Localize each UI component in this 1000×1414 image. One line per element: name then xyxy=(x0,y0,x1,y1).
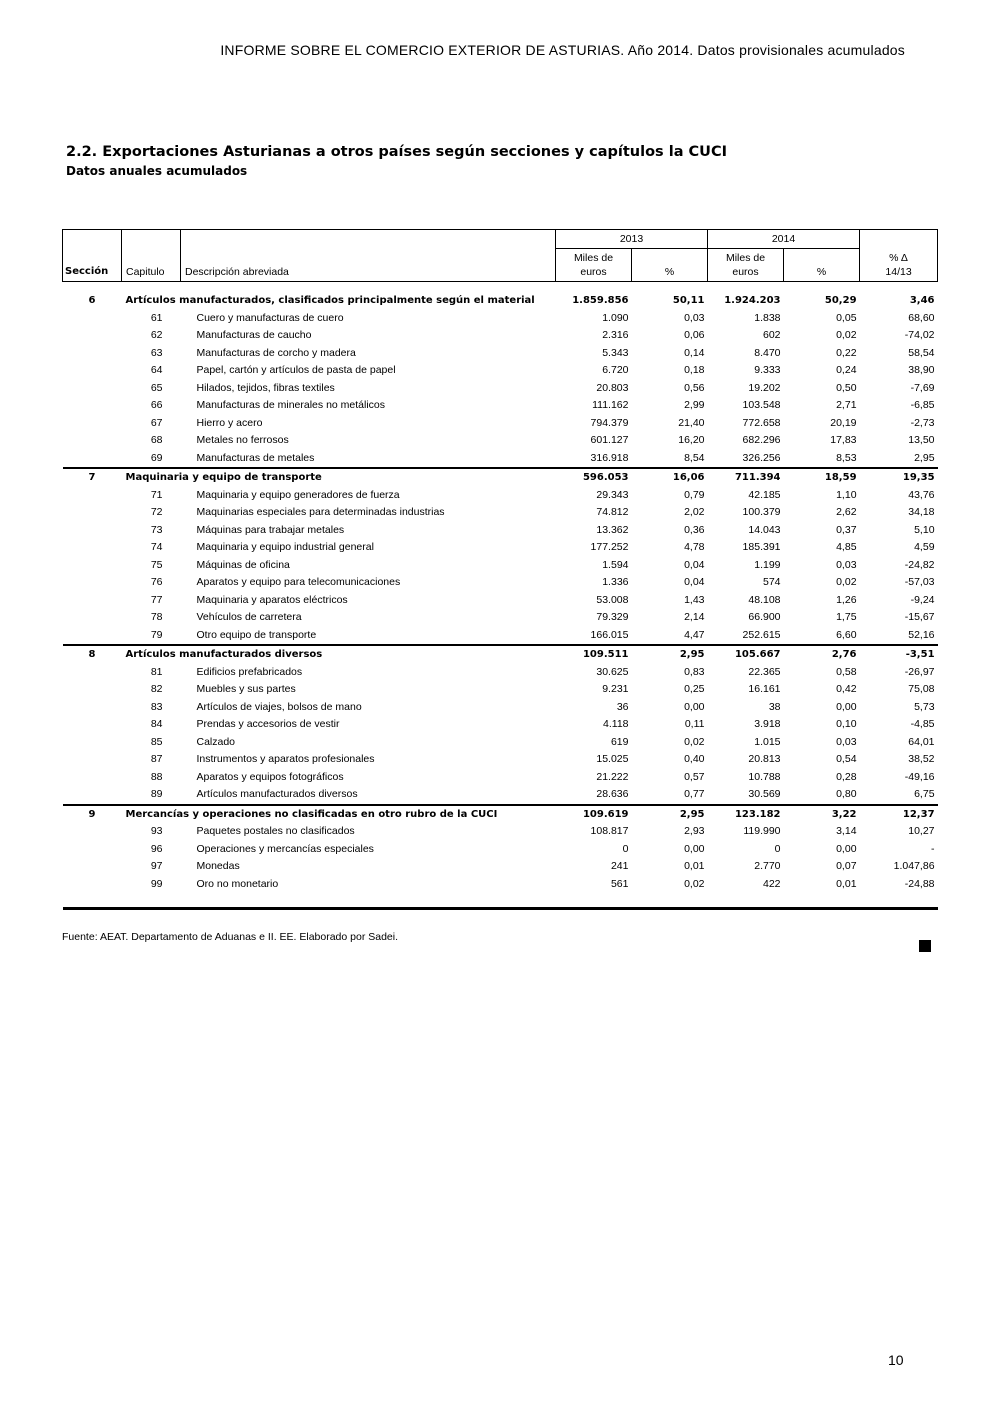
section-name: Artículos manufacturados diversos xyxy=(122,645,556,664)
end-square-icon xyxy=(919,940,931,952)
chapter-var: 43,76 xyxy=(908,488,935,501)
page-subtitle: Datos anuales acumulados xyxy=(66,164,248,178)
chapter-code: 72 xyxy=(150,506,163,518)
chapter-p2013: 0,11 xyxy=(684,718,705,730)
chapter-row-64 xyxy=(63,362,938,380)
chapter-v2014: 48.108 xyxy=(748,593,781,606)
chapter-description: Aparatos y equipos fotográficos xyxy=(196,770,344,783)
chapter-code: 74 xyxy=(150,541,163,553)
chapter-description: Maquinaria y aparatos eléctricos xyxy=(196,593,348,606)
chapter-description: Muebles y sus partes xyxy=(196,683,296,695)
chapter-p2013: 0,18 xyxy=(684,364,705,376)
chapter-description: Manufacturas de metales xyxy=(196,451,315,464)
chapter-code: 99 xyxy=(150,877,163,890)
chapter-description: Metales no ferrosos xyxy=(196,434,289,446)
chapter-v2013: 2.316 xyxy=(602,329,629,341)
chapter-p2013: 4,47 xyxy=(684,628,705,641)
chapter-v2014: 30.569 xyxy=(748,788,781,800)
chapter-p2013: 0,56 xyxy=(684,381,705,394)
chapter-row-96 xyxy=(63,841,938,859)
chapter-v2013: 601.127 xyxy=(590,434,629,446)
chapter-p2014: 2,71 xyxy=(836,399,857,411)
chapter-v2013: 1.594 xyxy=(602,558,629,571)
chapter-p2013: 2,14 xyxy=(684,611,705,623)
chapter-code: 79 xyxy=(150,628,163,641)
chapter-v2014: 574 xyxy=(762,576,781,588)
chapter-code: 62 xyxy=(150,329,163,341)
chapter-v2014: 422 xyxy=(762,877,781,890)
chapter-v2013: 21.222 xyxy=(596,770,629,783)
chapter-var: 75,08 xyxy=(908,683,935,695)
chapter-var: 13,50 xyxy=(908,434,935,446)
chapter-description: Hilados, tejidos, fibras textiles xyxy=(196,381,335,394)
chapter-p2014: 0,58 xyxy=(836,665,857,678)
section-code: 9 xyxy=(63,805,122,824)
chapter-p2014: 4,85 xyxy=(836,541,857,553)
chapter-v2013: 15.025 xyxy=(596,753,629,765)
chapter-row-68 xyxy=(63,432,938,450)
chapter-v2014: 682.296 xyxy=(742,434,781,446)
chapter-p2013: 0,77 xyxy=(684,788,705,800)
section-code: 8 xyxy=(63,645,122,664)
chapter-description: Manufacturas de minerales no metálicos xyxy=(196,399,386,411)
chapter-row-83 xyxy=(63,699,938,717)
chapter-code: 68 xyxy=(150,434,163,446)
chapter-row-78 xyxy=(63,609,938,627)
chapter-code: 84 xyxy=(150,718,163,730)
chapter-v2013: 74.812 xyxy=(596,506,629,518)
chapter-v2014: 9.333 xyxy=(754,364,781,376)
chapter-row-87 xyxy=(63,751,938,769)
section-row-9 xyxy=(63,805,938,824)
chapter-description: Hierro y acero xyxy=(196,416,263,429)
header-pct-2014: % xyxy=(784,249,860,282)
header-pct-2013: % xyxy=(632,249,708,282)
header-capitulo: Capitulo xyxy=(122,249,181,282)
chapter-p2013: 0,57 xyxy=(684,770,705,783)
chapter-p2014: 8,53 xyxy=(836,451,857,464)
chapter-description: Calzado xyxy=(196,735,236,748)
chapter-v2014: 1.015 xyxy=(754,735,781,748)
chapter-v2013: 29.343 xyxy=(596,488,629,501)
chapter-code: 97 xyxy=(150,860,163,872)
chapter-p2013: 0,83 xyxy=(684,665,705,678)
section-name: Maquinaria y equipo de transporte xyxy=(122,468,556,487)
chapter-v2014: 185.391 xyxy=(742,541,781,553)
chapter-v2013: 166.015 xyxy=(590,628,629,641)
chapter-v2014: 16.161 xyxy=(748,683,781,695)
chapter-code: 87 xyxy=(150,753,163,765)
chapter-p2013: 1,43 xyxy=(684,593,705,606)
chapter-v2014: 1.199 xyxy=(754,558,781,571)
chapter-var: -24,82 xyxy=(904,558,935,571)
section-name: Mercancías y operaciones no clasificadas en otro rubro de la CUCI xyxy=(122,805,556,824)
chapter-v2013: 177.252 xyxy=(590,541,629,553)
section-v2014: 123.182 xyxy=(708,805,784,824)
chapter-code: 66 xyxy=(150,399,163,411)
chapter-p2014: 0,03 xyxy=(836,558,857,571)
section-p2014: 3,22 xyxy=(784,805,860,824)
chapter-p2014: 0,00 xyxy=(836,842,857,855)
chapter-v2013: 0 xyxy=(622,842,629,855)
chapter-description: Vehículos de carretera xyxy=(196,611,302,623)
chapter-v2013: 111.162 xyxy=(592,399,629,411)
chapter-row-76 xyxy=(63,574,938,592)
chapter-v2014: 19.202 xyxy=(748,381,781,394)
chapter-p2014: 6,60 xyxy=(836,628,857,641)
chapter-p2013: 0,01 xyxy=(684,860,705,872)
chapter-var: 58,54 xyxy=(908,346,935,359)
chapter-code: 64 xyxy=(150,364,163,376)
chapter-row-82 xyxy=(63,681,938,699)
chapter-code: 76 xyxy=(150,576,163,588)
chapter-description: Maquinaria y equipo industrial general xyxy=(196,541,374,553)
chapter-v2014: 1.838 xyxy=(754,311,781,324)
chapter-p2014: 0,02 xyxy=(836,576,857,588)
chapter-v2013: 241 xyxy=(610,860,629,872)
chapter-var: -49,16 xyxy=(904,770,935,783)
chapter-p2014: 0,00 xyxy=(836,700,857,713)
chapter-p2014: 0,01 xyxy=(836,877,857,890)
chapter-p2014: 0,10 xyxy=(836,718,857,730)
chapter-v2014: 100.379 xyxy=(742,506,781,518)
chapter-code: 83 xyxy=(150,700,163,713)
chapter-p2014: 3,14 xyxy=(836,825,857,837)
exports-table xyxy=(62,229,938,910)
spacer-row xyxy=(63,282,938,293)
chapter-var: - xyxy=(931,842,935,855)
chapter-var: -24,88 xyxy=(904,877,935,890)
chapter-v2014: 42.185 xyxy=(748,488,781,501)
chapter-v2014: 3.918 xyxy=(754,718,781,730)
chapter-v2014: 38 xyxy=(768,700,781,713)
header-miles-2013: Miles de euros xyxy=(556,249,632,282)
chapter-var: 2,95 xyxy=(914,451,935,464)
chapter-var: -57,03 xyxy=(904,576,935,588)
chapter-description: Monedas xyxy=(196,860,240,872)
chapter-code: 69 xyxy=(150,451,163,464)
chapter-p2013: 0,36 xyxy=(684,523,705,536)
chapter-v2014: 20.813 xyxy=(748,753,781,765)
chapter-description: Artículos de viajes, bolsos de mano xyxy=(196,700,362,713)
chapter-p2014: 0,37 xyxy=(836,523,857,536)
chapter-description: Manufacturas de caucho xyxy=(196,329,312,341)
section-var: -3,51 xyxy=(860,645,938,664)
chapter-p2014: 2,62 xyxy=(836,506,857,518)
chapter-p2013: 0,06 xyxy=(684,329,705,341)
chapter-p2014: 0,02 xyxy=(836,329,857,341)
chapter-var: -2,73 xyxy=(910,416,935,429)
chapter-p2014: 0,05 xyxy=(836,311,857,324)
chapter-row-97 xyxy=(63,858,938,876)
chapter-description: Paquetes postales no clasificados xyxy=(196,825,355,837)
chapter-var: -26,97 xyxy=(904,665,935,678)
source-note: Fuente: AEAT. Departamento de Aduanas e II. EE. Elaborado por Sadei. xyxy=(62,931,399,943)
chapter-p2014: 0,03 xyxy=(836,735,857,748)
section-row-8 xyxy=(63,645,938,664)
chapter-row-61 xyxy=(63,310,938,328)
chapter-p2014: 1,10 xyxy=(836,488,857,501)
section-p2014: 18,59 xyxy=(784,468,860,487)
chapter-p2013: 0,25 xyxy=(684,683,705,695)
chapter-v2013: 794.379 xyxy=(590,416,629,429)
chapter-p2013: 0,04 xyxy=(684,576,705,588)
header-descripcion: Descripción abreviada xyxy=(181,249,556,282)
chapter-p2014: 0,28 xyxy=(836,770,857,783)
chapter-p2013: 4,78 xyxy=(684,541,705,553)
chapter-row-62 xyxy=(63,327,938,345)
section-v2013: 109.511 xyxy=(556,645,632,664)
chapter-code: 75 xyxy=(150,558,163,571)
section-code: 7 xyxy=(63,468,122,487)
chapter-p2013: 2,99 xyxy=(684,399,705,411)
chapter-description: Prendas y accesorios de vestir xyxy=(196,718,340,730)
chapter-var: -74,02 xyxy=(904,329,935,341)
chapter-p2014: 0,24 xyxy=(836,364,857,376)
table-body xyxy=(63,282,938,909)
chapter-v2014: 22.365 xyxy=(748,665,781,678)
chapter-code: 82 xyxy=(150,683,163,695)
chapter-p2013: 8,54 xyxy=(684,451,705,464)
chapter-description: Aparatos y equipo para telecomunicaciones xyxy=(196,576,401,588)
chapter-v2013: 13.362 xyxy=(596,523,629,536)
chapter-v2013: 1.090 xyxy=(602,311,629,324)
section-row-7 xyxy=(63,468,938,487)
chapter-var: -7,69 xyxy=(910,381,935,394)
chapter-p2013: 21,40 xyxy=(678,416,705,429)
chapter-p2014: 0,54 xyxy=(836,753,857,765)
chapter-v2014: 602 xyxy=(762,329,781,341)
chapter-code: 88 xyxy=(150,770,163,783)
chapter-p2014: 0,42 xyxy=(836,683,857,695)
section-v2013: 1.859.856 xyxy=(572,295,629,306)
chapter-p2013: 0,14 xyxy=(684,346,705,359)
chapter-v2013: 561 xyxy=(610,877,629,890)
chapter-v2014: 2.770 xyxy=(754,860,781,872)
section-v2014: 711.394 xyxy=(708,468,784,487)
chapter-v2013: 4.118 xyxy=(603,718,629,730)
section-name: Artículos manufacturados, clasificados principalmente según el material xyxy=(125,295,535,306)
section-p2014: 50,29 xyxy=(824,295,857,306)
chapter-row-93 xyxy=(63,823,938,841)
chapter-p2013: 0,40 xyxy=(684,753,705,765)
chapter-var: 10,27 xyxy=(908,825,935,837)
chapter-p2013: 0,00 xyxy=(684,842,705,855)
chapter-var: -9,24 xyxy=(910,593,935,606)
chapter-var: 6,75 xyxy=(914,788,935,800)
chapter-row-65 xyxy=(63,380,938,398)
chapter-description: Edificios prefabricados xyxy=(196,665,303,678)
header-variation: % Δ 14/13 xyxy=(860,249,938,282)
section-code: 6 xyxy=(88,295,96,306)
chapter-v2014: 66.900 xyxy=(748,611,781,623)
chapter-v2014: 772.658 xyxy=(742,416,781,429)
chapter-v2014: 0 xyxy=(774,842,781,855)
chapter-code: 65 xyxy=(150,381,163,394)
chapter-description: Oro no monetario xyxy=(196,877,279,890)
chapter-row-71 xyxy=(63,487,938,505)
chapter-row-79 xyxy=(63,627,938,646)
chapter-v2014: 103.548 xyxy=(742,399,781,411)
page-title: 2.2. Exportaciones Asturianas a otros países según secciones y capítulos la CUCI xyxy=(66,144,727,160)
chapter-p2014: 20,19 xyxy=(830,416,857,429)
chapter-p2013: 0,00 xyxy=(684,700,705,713)
chapter-v2013: 1.336 xyxy=(602,576,629,588)
chapter-p2014: 0,50 xyxy=(836,381,857,394)
chapter-code: 73 xyxy=(150,523,163,536)
chapter-description: Instrumentos y aparatos profesionales xyxy=(196,753,375,765)
chapter-row-72 xyxy=(63,504,938,522)
header-seccion xyxy=(63,249,122,282)
chapter-row-66 xyxy=(63,397,938,415)
chapter-row-63 xyxy=(63,345,938,363)
header-seccion-label: Sección xyxy=(65,266,109,277)
chapter-code: 96 xyxy=(150,842,163,855)
chapter-v2013: 5.343 xyxy=(602,346,629,359)
chapter-row-84 xyxy=(63,716,938,734)
chapter-v2013: 9.231 xyxy=(602,683,629,695)
chapter-var: 34,18 xyxy=(908,506,935,518)
chapter-row-67 xyxy=(63,415,938,433)
chapter-p2014: 0,22 xyxy=(836,346,857,359)
chapter-p2014: 1,75 xyxy=(836,611,857,623)
chapter-p2014: 0,07 xyxy=(836,860,857,872)
section-row-6 xyxy=(63,292,938,310)
chapter-var: -4,85 xyxy=(910,718,935,730)
chapter-code: 78 xyxy=(150,611,163,623)
chapter-var: -6,85 xyxy=(910,399,935,411)
chapter-p2013: 2,02 xyxy=(684,506,705,518)
chapter-var: 68,60 xyxy=(908,311,935,324)
chapter-code: 89 xyxy=(150,788,163,800)
chapter-v2014: 119.990 xyxy=(743,825,781,837)
chapter-row-77 xyxy=(63,592,938,610)
chapter-v2013: 28.636 xyxy=(596,788,629,800)
chapter-var: 4,59 xyxy=(914,541,935,553)
chapter-v2013: 20.803 xyxy=(596,381,629,394)
chapter-p2014: 17,83 xyxy=(830,434,857,446)
running-header: INFORME SOBRE EL COMERCIO EXTERIOR DE ASTURIAS. Año 2014. Datos provisionales acumulados xyxy=(220,42,905,58)
chapter-row-99 xyxy=(63,876,938,894)
chapter-row-81 xyxy=(63,664,938,682)
chapter-v2013: 30.625 xyxy=(596,665,629,678)
chapter-v2014: 326.256 xyxy=(742,451,781,464)
chapter-var: 38,90 xyxy=(908,364,935,376)
chapter-var: 38,52 xyxy=(908,753,935,765)
section-p2014: 2,76 xyxy=(784,645,860,664)
chapter-var: 5,73 xyxy=(914,700,935,713)
chapter-p2014: 0,80 xyxy=(836,788,857,800)
chapter-description: Cuero y manufacturas de cuero xyxy=(196,311,344,324)
chapter-var: 5,10 xyxy=(914,523,935,536)
chapter-v2014: 8.470 xyxy=(754,346,781,359)
chapter-code: 85 xyxy=(150,735,163,748)
chapter-code: 67 xyxy=(150,416,163,429)
chapter-code: 81 xyxy=(150,665,163,678)
header-year-2013: 2013 xyxy=(556,230,708,249)
chapter-description: Máquinas para trabajar metales xyxy=(196,523,345,536)
section-var: 12,37 xyxy=(860,805,938,824)
section-v2013: 596.053 xyxy=(556,468,632,487)
page-number: 10 xyxy=(888,1352,904,1368)
chapter-description: Operaciones y mercancías especiales xyxy=(196,842,374,855)
chapter-var: 52,16 xyxy=(908,628,935,641)
chapter-description: Artículos manufacturados diversos xyxy=(196,788,358,800)
chapter-row-73 xyxy=(63,522,938,540)
chapter-p2013: 16,20 xyxy=(678,434,705,446)
chapter-v2014: 10.788 xyxy=(748,770,781,783)
header-miles-2014: Miles de euros xyxy=(708,249,784,282)
chapter-row-69 xyxy=(63,450,938,469)
chapter-row-74 xyxy=(63,539,938,557)
chapter-description: Manufacturas de corcho y madera xyxy=(196,346,356,359)
section-p2013: 2,95 xyxy=(632,805,708,824)
section-p2013: 16,06 xyxy=(632,468,708,487)
chapter-p2013: 0,03 xyxy=(684,311,705,324)
chapter-p2013: 0,02 xyxy=(684,735,705,748)
chapter-v2013: 79.329 xyxy=(596,611,629,623)
chapter-v2013: 316.918 xyxy=(590,451,629,464)
section-p2013: 50,11 xyxy=(672,295,705,306)
chapter-code: 93 xyxy=(150,825,163,837)
chapter-p2013: 2,93 xyxy=(684,825,705,837)
chapter-v2013: 6.720 xyxy=(602,364,629,376)
chapter-p2013: 0,79 xyxy=(684,488,705,501)
chapter-v2014: 14.043 xyxy=(748,523,781,536)
chapter-code: 77 xyxy=(150,593,163,606)
section-v2013: 109.619 xyxy=(556,805,632,824)
chapter-row-85 xyxy=(63,734,938,752)
chapter-description: Maquinaria y equipo generadores de fuerza xyxy=(196,488,400,501)
chapter-p2014: 1,26 xyxy=(836,593,857,606)
section-v2014: 1.924.203 xyxy=(724,295,781,306)
chapter-row-89 xyxy=(63,786,938,805)
chapter-description: Maquinarias especiales para determinadas industrias xyxy=(196,506,445,518)
header-year-2014: 2014 xyxy=(708,230,860,249)
chapter-row-88 xyxy=(63,769,938,787)
chapter-var: 64,01 xyxy=(908,735,935,748)
chapter-description: Papel, cartón y artículos de pasta de papel xyxy=(196,364,396,376)
chapter-v2013: 619 xyxy=(610,735,629,748)
chapter-var: -15,67 xyxy=(904,611,935,623)
chapter-code: 63 xyxy=(150,346,163,359)
section-v2014: 105.667 xyxy=(708,645,784,664)
section-var: 3,46 xyxy=(909,295,935,306)
chapter-v2013: 53.008 xyxy=(596,593,629,606)
chapter-row-75 xyxy=(63,557,938,575)
chapter-p2013: 0,04 xyxy=(684,558,705,571)
chapter-p2013: 0,02 xyxy=(684,877,705,890)
chapter-code: 71 xyxy=(150,488,163,501)
table-bottom-rule xyxy=(63,893,938,909)
chapter-description: Otro equipo de transporte xyxy=(196,628,317,641)
chapter-description: Máquinas de oficina xyxy=(196,558,290,571)
chapter-v2013: 36 xyxy=(616,700,629,713)
chapter-v2013: 108.817 xyxy=(590,825,629,837)
chapter-v2014: 252.615 xyxy=(742,628,781,641)
section-p2013: 2,95 xyxy=(632,645,708,664)
section-var: 19,35 xyxy=(860,468,938,487)
chapter-var: 1.047,86 xyxy=(893,860,935,872)
chapter-code: 61 xyxy=(150,311,163,324)
